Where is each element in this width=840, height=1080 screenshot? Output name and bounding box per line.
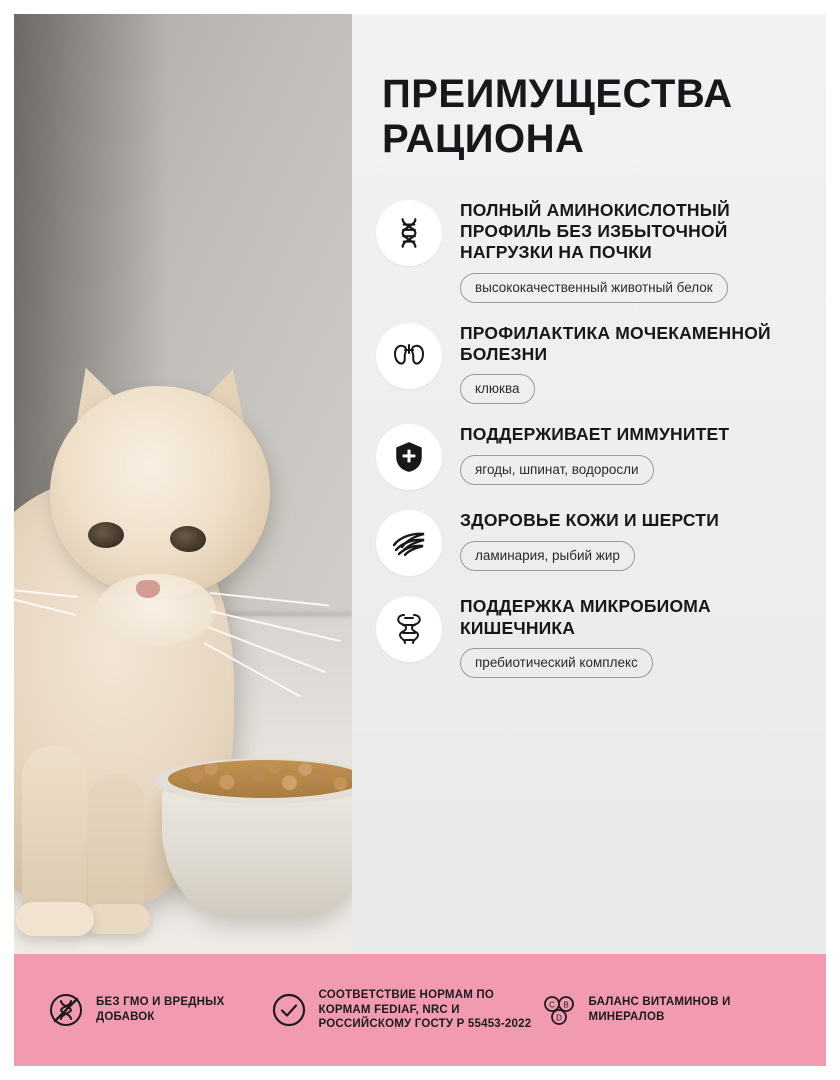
- cat-head: [50, 386, 270, 596]
- benefit-title: ПОДДЕРЖКА МИКРОБИОМА КИШЕЧНИКА: [460, 596, 711, 638]
- kidneys-icon: [376, 323, 442, 389]
- food-bowl: [162, 786, 352, 918]
- page-title: ПРЕИМУЩЕСТВА РАЦИОНА: [382, 72, 733, 161]
- vitamins-icon: [541, 992, 577, 1028]
- benefits-list: [376, 198, 802, 678]
- shield-plus-icon: [376, 424, 442, 490]
- no-gmo-icon: [48, 992, 84, 1028]
- benefit-body: [460, 508, 802, 570]
- benefit-title: ЗДОРОВЬЕ КОЖИ И ШЕРСТИ: [460, 510, 719, 531]
- benefit-tag: клюква: [460, 374, 535, 404]
- benefit-item: [376, 422, 802, 490]
- benefit-tag: пребиотический комплекс: [460, 648, 653, 678]
- intestine-icon: [376, 596, 442, 662]
- benefit-item: [376, 508, 802, 576]
- footer-item: [271, 988, 541, 1032]
- kibble-pile: [168, 760, 352, 798]
- svg-text:B: B: [562, 1000, 569, 1010]
- benefit-tag: ламинария, рыбий жир: [460, 541, 635, 571]
- benefit-title: ПОДДЕРЖИВАЕТ ИММУНИТЕТ: [460, 424, 730, 445]
- benefit-tag: высококачественный животный белок: [460, 273, 728, 303]
- cat-nose: [136, 580, 160, 598]
- footer-text: БАЛАНС ВИТАМИНОВ И МИНЕРАЛОВ: [588, 996, 731, 1023]
- dna-icon: [376, 200, 442, 266]
- benefit-body: [460, 422, 802, 484]
- cat-photo: [14, 14, 352, 954]
- poster-content: [14, 14, 826, 1066]
- footer-text: СООТВЕТСТВИЕ НОРМАМ ПО КОРМАМ FEDIAF, NRC И РОССИЙСКОМУ ГОСТУ Р 55453-2022: [318, 988, 532, 1031]
- benefit-item: [376, 594, 802, 678]
- benefit-item: [376, 198, 802, 303]
- benefit-body: [460, 594, 802, 678]
- svg-text:C: C: [548, 1000, 555, 1010]
- footer-item: [48, 992, 271, 1028]
- benefits-panel: [352, 14, 826, 954]
- svg-text:D: D: [555, 1013, 562, 1023]
- cat-back-leg: [88, 774, 144, 924]
- footer-bar: [14, 954, 826, 1066]
- cat-front-leg: [22, 746, 86, 926]
- benefit-body: [460, 321, 802, 405]
- benefit-title: ПОЛНЫЙ АМИНОКИСЛОТНЫЙ ПРОФИЛЬ БЕЗ ИЗБЫТОЧНОЙ НАГРУЗКИ НА ПОЧКИ: [460, 199, 730, 263]
- benefit-item: [376, 321, 802, 405]
- upper-section: [14, 14, 826, 954]
- benefit-title: ПРОФИЛАКТИКА МОЧЕКАМЕННОЙ БОЛЕЗНИ: [460, 322, 771, 364]
- fur-icon: [376, 510, 442, 576]
- footer-text: БЕЗ ГМО И ВРЕДНЫХ ДОБАВОК: [96, 996, 225, 1023]
- cat-paw-front: [16, 902, 94, 936]
- cat-eye-left: [88, 522, 124, 548]
- benefit-body: [460, 198, 802, 303]
- benefit-tag: ягоды, шпинат, водоросли: [460, 455, 654, 485]
- footer-item: [541, 992, 792, 1028]
- check-circle-icon: [271, 992, 307, 1028]
